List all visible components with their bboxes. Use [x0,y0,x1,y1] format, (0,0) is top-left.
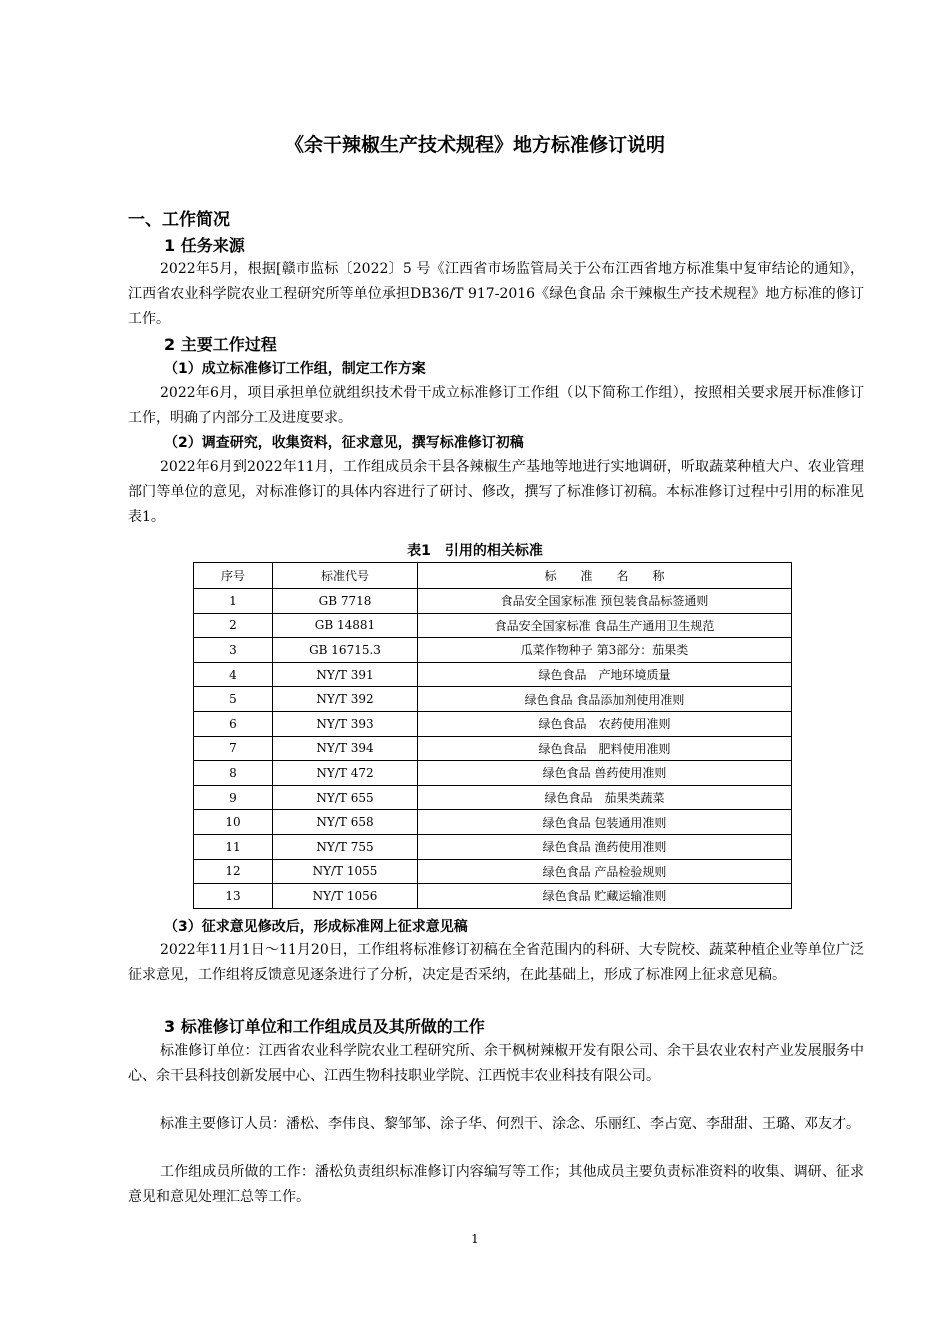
cell-name: 绿色食品 渔药使用准则 [418,834,792,859]
cell-no: 13 [194,884,273,909]
cell-no: 7 [194,736,273,761]
units-paragraph: 标准修订单位：江西省农业科学院农业工程研究所、余干枫树辣椒开发有限公司、余干县农业农村产业发展服务中心、余干县科技创新发展中心、江西生物科技职业学院、江西悦丰农业科技有限公司。 [128,1043,864,1084]
work-division-paragraph: 工作组成员所做的工作：潘松负责组织标准修订内容编写等工作；其他成员主要负责标准资料的收集、调研、征求意见和意见处理汇总等工作。 [128,1164,864,1205]
cell-code: NY/T 472 [273,761,418,786]
table-row [194,662,792,687]
table-row [194,638,792,663]
cell-name: 绿色食品 包装通用准则 [418,810,792,835]
table-row [194,785,792,810]
cell-name: 绿色食品 肥料使用准则 [418,736,792,761]
column-header-no: 序号 [194,563,273,589]
cell-no: 1 [194,589,273,614]
cell-name: 绿色食品 农药使用准则 [418,711,792,736]
table-row [194,687,792,712]
table-row [194,589,792,614]
cell-name: 绿色食品 贮藏运输准则 [418,884,792,909]
subsection-heading-work-process: 2 主要工作过程 [164,335,277,354]
cell-name: 绿色食品 食品添加剂使用准则 [418,687,792,712]
task-source-paragraph: 2022年5月，根据[赣市监标〔2022〕5 号《江西省市场监管局关于公布江西省地方标准集中复审结论的通知》，江西省农业科学院农业工程研究所等单位承担DB36/T 917-2016《绿色食品 余干辣椒生产技术规程》地方标准的修订工作。 [128,261,864,327]
table-header-row [194,563,792,589]
table-row [194,859,792,884]
table-row [194,711,792,736]
table-caption: 表1 引用的相关标准 [407,543,543,559]
cell-code: NY/T 391 [273,662,418,687]
cell-code: NY/T 658 [273,810,418,835]
cell-no: 6 [194,711,273,736]
cell-code: NY/T 392 [273,687,418,712]
cell-name: 绿色食品 产地环境质量 [418,662,792,687]
cell-no: 3 [194,638,273,663]
members-paragraph: 标准主要修订人员：潘松、李伟良、黎邹邹、涂子华、何烈干、涂念、乐丽红、李占宽、李甜甜、王璐、邓友才。 [160,1116,860,1132]
cell-code: GB 7718 [273,589,418,614]
cell-code: NY/T 394 [273,736,418,761]
cell-code: NY/T 1055 [273,859,418,884]
referenced-standards-table [193,562,792,909]
cell-name: 瓜菜作物种子 第3部分：茄果类 [418,638,792,663]
table-row [194,884,792,909]
cell-no: 10 [194,810,273,835]
table-row [194,834,792,859]
cell-name: 食品安全国家标准 预包装食品标签通则 [418,589,792,614]
cell-code: GB 14881 [273,613,418,638]
cell-no: 9 [194,785,273,810]
table-row [194,613,792,638]
cell-no: 5 [194,687,273,712]
column-header-code: 标准代号 [273,563,418,589]
step3-heading: （3）征求意见修改后，形成标准网上征求意见稿 [164,919,468,935]
table-row [194,761,792,786]
cell-no: 12 [194,859,273,884]
column-header-name: 标 准 名 称 [418,563,792,589]
step1-paragraph: 2022年6月，项目承担单位就组织技术骨干成立标准修订工作组（以下简称工作组），按照相关要求展开标准修订工作，明确了内部分工及进度要求。 [128,385,864,426]
cell-name: 绿色食品 产品检验规则 [418,859,792,884]
cell-no: 8 [194,761,273,786]
cell-code: NY/T 393 [273,711,418,736]
cell-code: NY/T 1056 [273,884,418,909]
table-row [194,736,792,761]
cell-name: 绿色食品 茄果类蔬菜 [418,785,792,810]
cell-code: NY/T 755 [273,834,418,859]
cell-name: 绿色食品 兽药使用准则 [418,761,792,786]
step1-heading: （1）成立标准修订工作组，制定工作方案 [164,361,426,377]
table-row [194,810,792,835]
page-number: 1 [471,1232,479,1246]
step2-paragraph: 2022年6月到2022年11月，工作组成员余干县各辣椒生产基地等地进行实地调研，听取蔬菜种植大户、农业管理部门等单位的意见，对标准修订的具体内容进行了研讨、修改，撰写了标准修订初稿。本标准修订过程中引用的标准见表1。 [128,459,864,525]
document-title: 《余干辣椒生产技术规程》地方标准修订说明 [284,134,665,156]
section-heading-work-overview: 一、工作简况 [128,210,230,230]
step2-heading: （2）调查研究，收集资料，征求意见，撰写标准修订初稿 [164,435,524,451]
subsection-heading-task-source: 1 任务来源 [164,236,245,255]
cell-no: 11 [194,834,273,859]
cell-name: 食品安全国家标准 食品生产通用卫生规范 [418,613,792,638]
cell-no: 4 [194,662,273,687]
cell-code: GB 16715.3 [273,638,418,663]
subsection-heading-units-members: 3 标准修订单位和工作组成员及其所做的工作 [164,1017,485,1036]
cell-no: 2 [194,613,273,638]
cell-code: NY/T 655 [273,785,418,810]
step3-paragraph: 2022年11月1日～11月20日，工作组将标准修订初稿在全省范围内的科研、大专院校、蔬菜种植企业等单位广泛征求意见，工作组将反馈意见逐条进行了分析，决定是否采纳，在此基础上，形成了标准网上征求意见稿。 [128,942,864,983]
